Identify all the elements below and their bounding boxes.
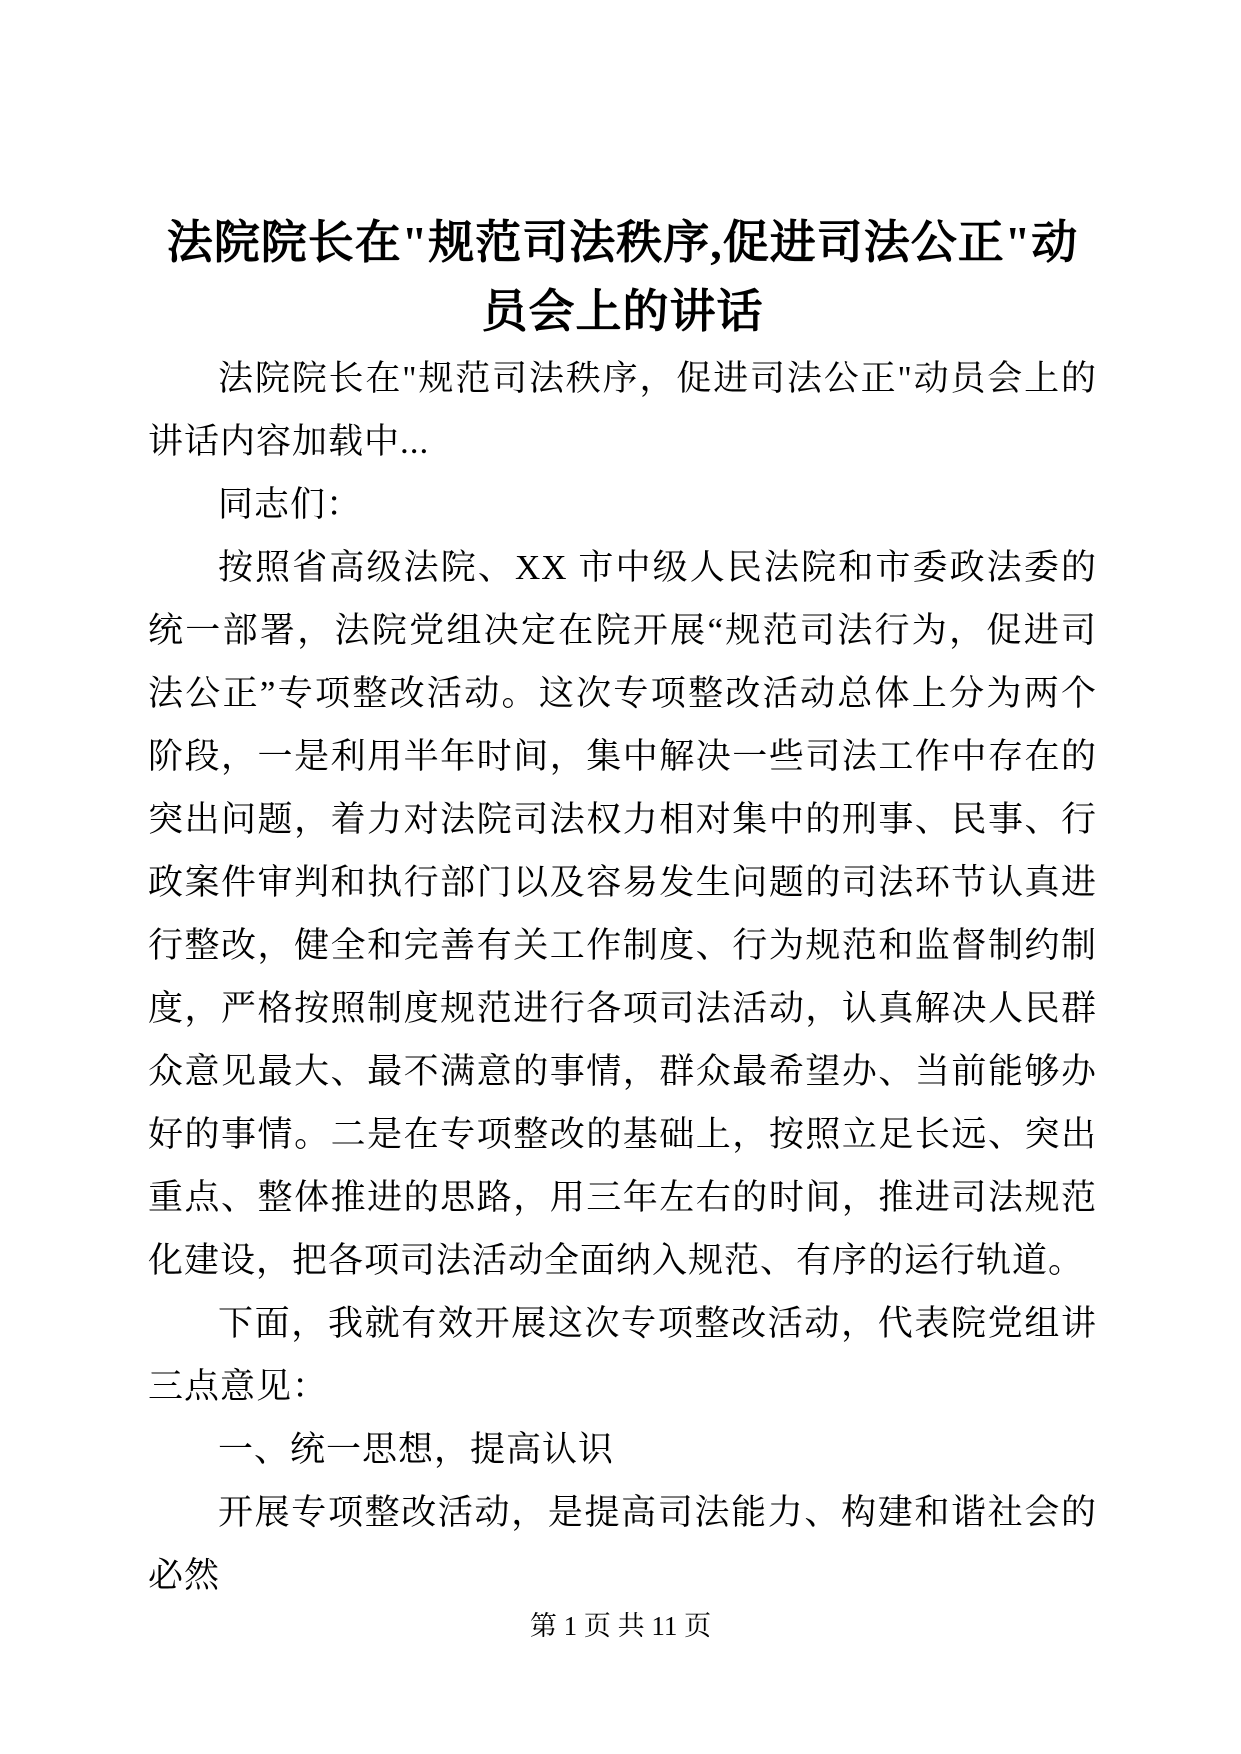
paragraph: 法院院长在"规范司法秩序，促进司法公正"动员会上的讲话内容加载中... xyxy=(148,359,1097,461)
paragraph: 开展专项整改活动，是提高司法能力、构建和谐社会的必然 xyxy=(148,1493,1097,1595)
paragraph: 下面，我就有效开展这次专项整改活动，代表院党组讲三点意见： xyxy=(148,1304,1097,1406)
document-title: 法院院长在"规范司法秩序,促进司法公正"动员会上的讲话 xyxy=(166,217,1079,337)
paragraph: 一、统一思想，提高认识 xyxy=(218,1430,615,1469)
page-footer xyxy=(0,1606,1241,1646)
document-body xyxy=(148,347,1097,1607)
page-number-text: 第 1 页 共 11 页 xyxy=(529,1611,712,1641)
paragraph: 按照省高级法院、XX 市中级人民法院和市委政法委的统一部署，法院党组决定在院开展“规范司法行为，促进司法公正”专项整改活动。这次专项整改活动总体上分为两个阶段，一是利用半年时间，集中解决一些司法工作中存在的突出问题，着力对法院司法权力相对集中的刑事、民事、行政案件审判和执行部门以及容易发生问题的司法环节认真进行整改，健全和完善有关工作制度、行为规范和监督制约制度，严格按照制度规范进行各项司法活动，认真解决人民群众意见最大、最不满意的事情，群众最希望办、当前能够办好的事情。二是在专项整改的基础上，按照立足长远、突出重点、整体推进的思路，用三年左右的时间，推进司法规范化建设，把各项司法活动全面纳入规范、有序的运行轨道。 xyxy=(148,548,1097,1280)
paragraph: 同志们： xyxy=(218,485,363,524)
